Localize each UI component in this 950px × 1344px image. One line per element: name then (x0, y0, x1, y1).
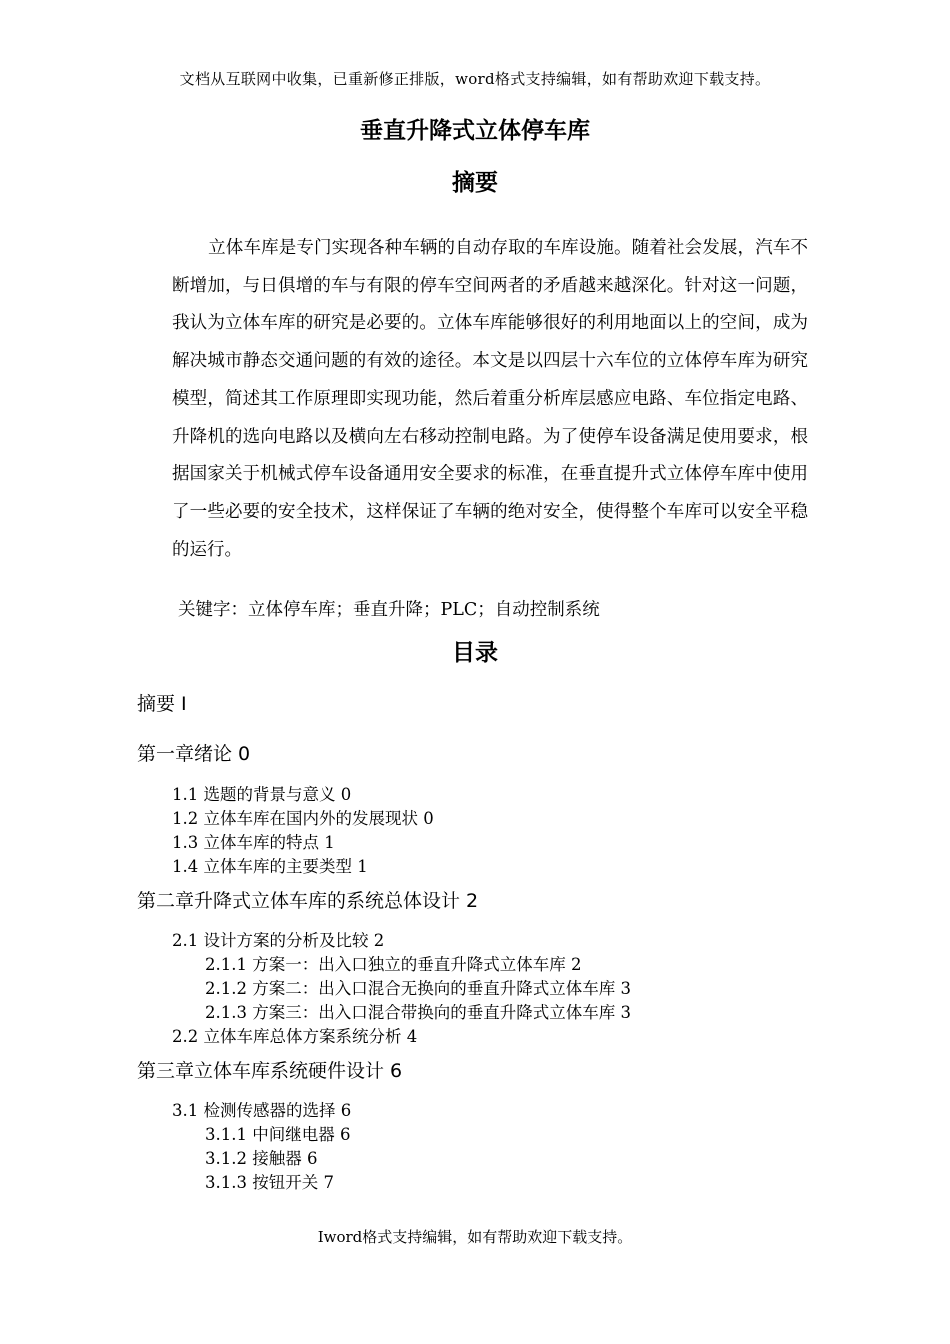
toc-entry-section-3-1-3[interactable]: 3.1.3 按钮开关 7 (205, 1173, 334, 1192)
abstract-text: 立体车库是专门实现各种车辆的自动存取的车库设施。随着社会发展，汽车不断增加，与日俱增的车与有限的停车空间两者的矛盾越来越深化。针对这一问题，我认为立体车库的研究是必要的。立体车库能够很好的利用地面以上的空间，成为解决城市静态交通问题的有效的途径。本文是以四层十六车位的立体停车库为研究模型，简述其工作原理即实现功能，然后着重分析库层感应电路、车位指定电路、升降机的选向电路以及横向左右移动控制电路。为了使停车设备满足使用要求，根据国家关于机械式停车设备通用安全要求的标准，在垂直提升式立体停车库中使用了一些必要的安全技术，这样保证了车辆的绝对安全，使得整个车库可以安全平稳的运行。 (172, 238, 808, 560)
toc-entry-section-3-1-2[interactable]: 3.1.2 接触器 6 (205, 1149, 318, 1168)
toc-entry-section-1-2[interactable]: 1.2 立体车库在国内外的发展现状 0 (172, 809, 434, 828)
toc-entry-section-1-4[interactable]: 1.4 立体车库的主要类型 1 (172, 857, 368, 876)
toc-entry-chapter-1[interactable]: 第一章绪论 0 (137, 743, 251, 765)
toc-entry-section-3-1[interactable]: 3.1 检测传感器的选择 6 (172, 1101, 352, 1120)
toc-entry-abstract[interactable]: 摘要 I (137, 693, 187, 715)
footer-note: Iword格式支持编辑，如有帮助欢迎下载支持。 (317, 1228, 633, 1246)
toc-entry-section-2-1-2[interactable]: 2.1.2 方案二：出入口混合无换向的垂直升降式立体车库 3 (205, 979, 631, 998)
abstract-heading: 摘要 (452, 170, 498, 196)
abstract-body (172, 230, 808, 569)
toc-entry-section-1-1[interactable]: 1.1 选题的背景与意义 0 (172, 785, 352, 804)
toc-entry-section-2-2[interactable]: 2.2 立体车库总体方案系统分析 4 (172, 1027, 418, 1046)
header-note: 文档从互联网中收集，已重新修正排版，word格式支持编辑，如有帮助欢迎下载支持。 (179, 70, 771, 88)
toc-entry-chapter-2[interactable]: 第二章升降式立体车库的系统总体设计 2 (137, 890, 479, 912)
toc-entry-section-2-1-1[interactable]: 2.1.1 方案一：出入口独立的垂直升降式立体车库 2 (205, 955, 582, 974)
toc-entry-section-2-1[interactable]: 2.1 设计方案的分析及比较 2 (172, 931, 385, 950)
toc-heading: 目录 (452, 640, 498, 666)
toc-entry-section-1-3[interactable]: 1.3 立体车库的特点 1 (172, 833, 335, 852)
toc-entry-section-3-1-1[interactable]: 3.1.1 中间继电器 6 (205, 1125, 351, 1144)
toc-entry-chapter-3[interactable]: 第三章立体车库系统硬件设计 6 (137, 1060, 403, 1082)
keywords-line: 关键字：立体停车库；垂直升降；PLC；自动控制系统 (178, 600, 600, 620)
document-title: 垂直升降式立体停车库 (360, 118, 590, 144)
toc-entry-section-2-1-3[interactable]: 2.1.3 方案三：出入口混合带换向的垂直升降式立体车库 3 (205, 1003, 631, 1022)
